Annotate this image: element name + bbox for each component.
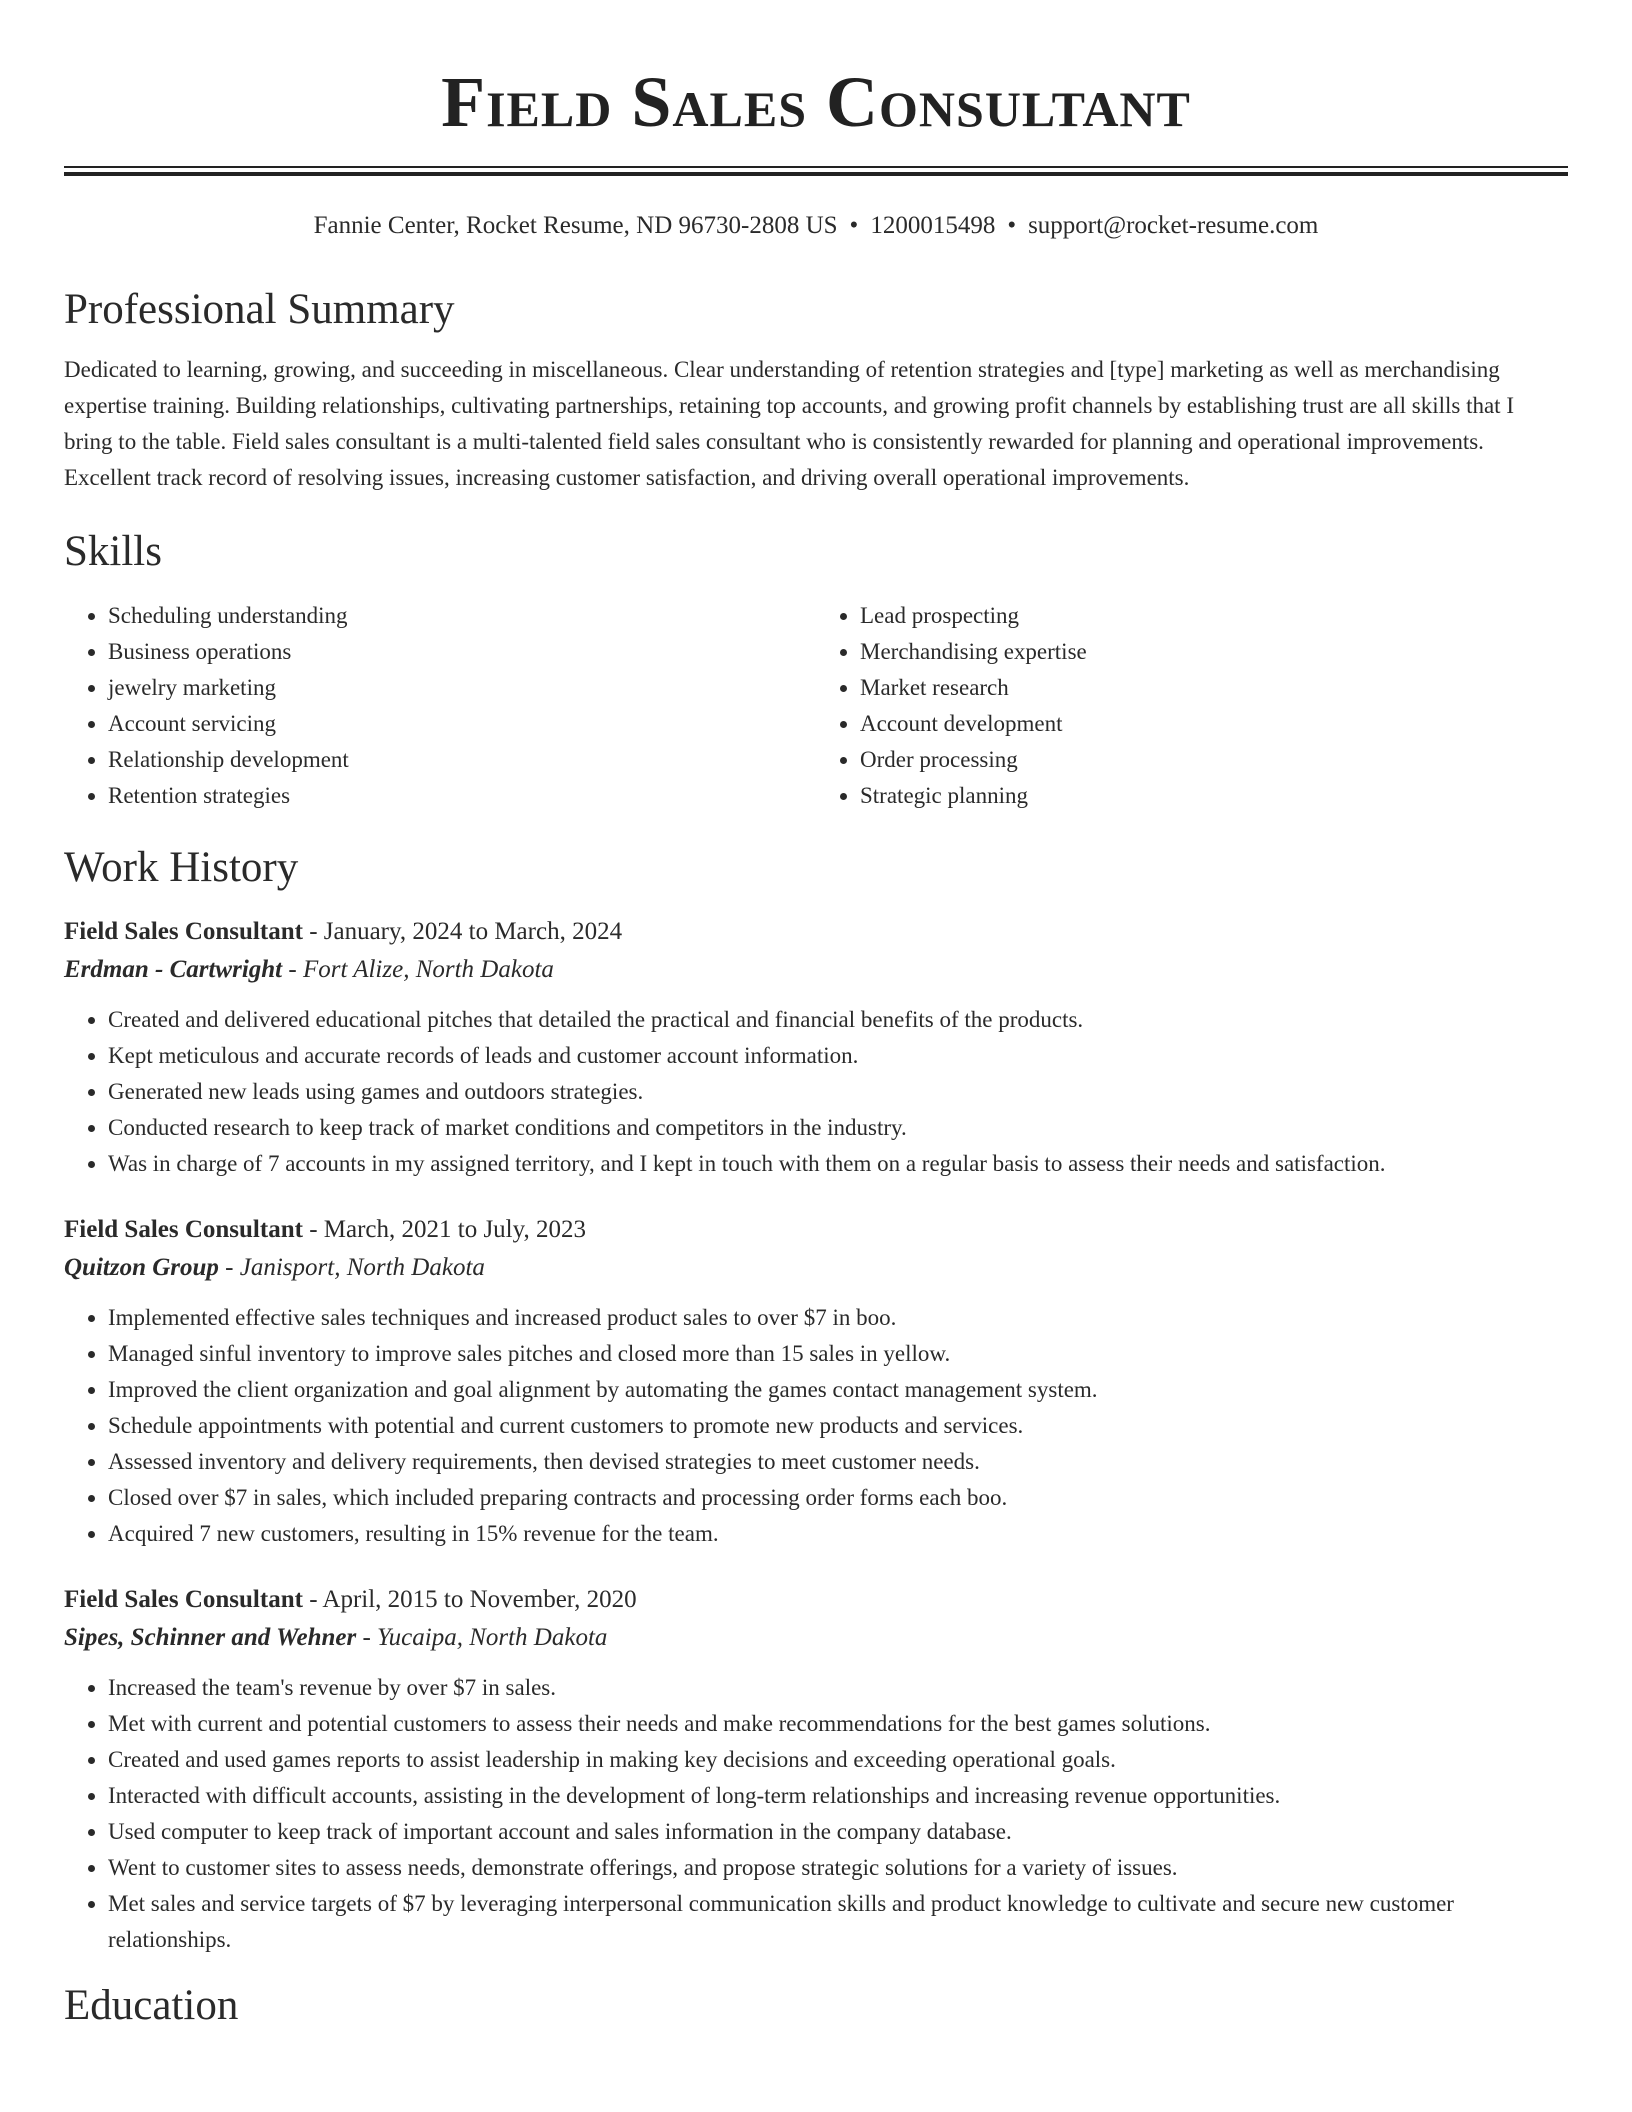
job-bullet: • Generated new leads using games and outdoors strategies. — [108, 1074, 1568, 1110]
job-location: - Fort Alize, North Dakota — [282, 956, 554, 983]
skill-item: • Scheduling understanding — [108, 598, 816, 634]
contact-separator: • — [1007, 212, 1017, 239]
job-company-line — [64, 950, 1568, 990]
job-company: Sipes, Schinner and Wehner — [64, 1624, 357, 1651]
job-bullet: • Was in charge of 7 accounts in my assigned territory, and I kept in touch with them on a regular basis to assess their needs and satisfaction. — [108, 1146, 1568, 1182]
job-bullet: • Assessed inventory and delivery requirements, then devised strategies to meet customer needs. — [108, 1444, 1568, 1480]
job-bullets — [64, 1670, 1568, 1958]
skill-item: • Market research — [860, 670, 1568, 706]
job-entry — [64, 1212, 1568, 1552]
header-divider — [64, 166, 1568, 176]
job-bullet: • Went to customer sites to assess needs, demonstrate offerings, and propose strategic solutions for a variety of issues. — [108, 1850, 1568, 1886]
job-bullets — [64, 1300, 1568, 1552]
job-bullet: • Implemented effective sales techniques and increased product sales to over $7 in boo. — [108, 1300, 1568, 1336]
job-entry — [64, 1582, 1568, 1958]
job-bullet: • Acquired 7 new customers, resulting in 15% revenue for the team. — [108, 1516, 1568, 1552]
resume-name: Field Sales Consultant — [441, 62, 1191, 142]
job-bullet: • Closed over $7 in sales, which included preparing contracts and processing order forms each boo. — [108, 1480, 1568, 1516]
contact-separator: • — [849, 212, 859, 239]
job-company: Quitzon Group — [64, 1254, 219, 1281]
job-company-line — [64, 1618, 1568, 1658]
job-bullet: • Interacted with difficult accounts, assisting in the development of long-term relationships and increasing revenue opportunities. — [108, 1778, 1568, 1814]
job-location: - Janisport, North Dakota — [218, 1254, 485, 1281]
contact-address: Fannie Center, Rocket Resume, ND 96730-2808 US — [313, 212, 838, 239]
work-history-heading: Work History — [64, 844, 299, 891]
job-title: Field Sales Consultant — [64, 918, 303, 945]
skill-item: • Merchandising expertise — [860, 634, 1568, 670]
skills-column-left — [64, 598, 816, 814]
job-bullet: • Met with current and potential customers to assess their needs and make recommendations for the best games solutions. — [108, 1706, 1568, 1742]
job-bullets — [64, 1002, 1568, 1182]
contact-email: support@rocket-resume.com — [1028, 212, 1319, 239]
job-title-line — [64, 914, 1568, 950]
job-bullet: • Met sales and service targets of $7 by leveraging interpersonal communication skills and product knowledge to cultivate and secure new customer relationships. — [108, 1886, 1568, 1958]
summary-heading: Professional Summary — [64, 286, 455, 333]
skill-item: • Order processing — [860, 742, 1568, 778]
skills-heading: Skills — [64, 528, 162, 575]
job-bullet: • Created and used games reports to assist leadership in making key decisions and exceeding operational goals. — [108, 1742, 1568, 1778]
job-bullet: • Managed sinful inventory to improve sales pitches and closed more than 15 sales in yellow. — [108, 1336, 1568, 1372]
job-title: Field Sales Consultant — [64, 1216, 303, 1243]
skill-item: • Account servicing — [108, 706, 816, 742]
contact-phone: 1200015498 — [870, 212, 996, 239]
job-bullet: • Used computer to keep track of important account and sales information in the company database. — [108, 1814, 1568, 1850]
job-bullet: • Schedule appointments with potential and current customers to promote new products and services. — [108, 1408, 1568, 1444]
job-bullet: • Increased the team's revenue by over $7 in sales. — [108, 1670, 1568, 1706]
job-title-line — [64, 1212, 1568, 1248]
skills-column-right — [816, 598, 1568, 814]
job-title-line — [64, 1582, 1568, 1618]
job-company: Erdman - Cartwright — [64, 956, 283, 983]
job-bullet: • Created and delivered educational pitches that detailed the practical and financial benefits of the products. — [108, 1002, 1568, 1038]
skills-list — [64, 598, 1568, 814]
job-title: Field Sales Consultant — [64, 1586, 303, 1613]
job-company-line — [64, 1248, 1568, 1288]
job-location: - Yucaipa, North Dakota — [356, 1624, 608, 1651]
skill-item: • Account development — [860, 706, 1568, 742]
job-bullet: • Improved the client organization and goal alignment by automating the games contact management system. — [108, 1372, 1568, 1408]
job-bullet: • Conducted research to keep track of market conditions and competitors in the industry. — [108, 1110, 1568, 1146]
summary-text: Dedicated to learning, growing, and succeeding in miscellaneous. Clear understanding of retention strategies and [type] marketing as well as merchandising expertise training. Building relationships, cultivating partnerships, retaining top accounts, and growing profit channels by establishing trust are all skills that I bring to the table. Field sales consultant is a multi-talented field sales consultant who is consistently rewarded for planning and operational improvements. Excellent track record of resolving issues, increasing customer satisfaction, and driving overall operational improvements. — [64, 357, 1514, 490]
contact-line — [64, 210, 1568, 242]
job-entry — [64, 914, 1568, 1182]
job-dates: - March, 2021 to July, 2023 — [302, 1216, 587, 1243]
job-bullet: • Kept meticulous and accurate records of leads and customer account information. — [108, 1038, 1568, 1074]
skill-item: • Lead prospecting — [860, 598, 1568, 634]
education-heading: Education — [64, 1982, 239, 2029]
skill-item: • jewelry marketing — [108, 670, 816, 706]
skill-item: • Retention strategies — [108, 778, 816, 814]
skill-item: • Relationship development — [108, 742, 816, 778]
skill-item: • Business operations — [108, 634, 816, 670]
skill-item: • Strategic planning — [860, 778, 1568, 814]
job-dates: - January, 2024 to March, 2024 — [302, 918, 623, 945]
job-dates: - April, 2015 to November, 2020 — [302, 1586, 637, 1613]
